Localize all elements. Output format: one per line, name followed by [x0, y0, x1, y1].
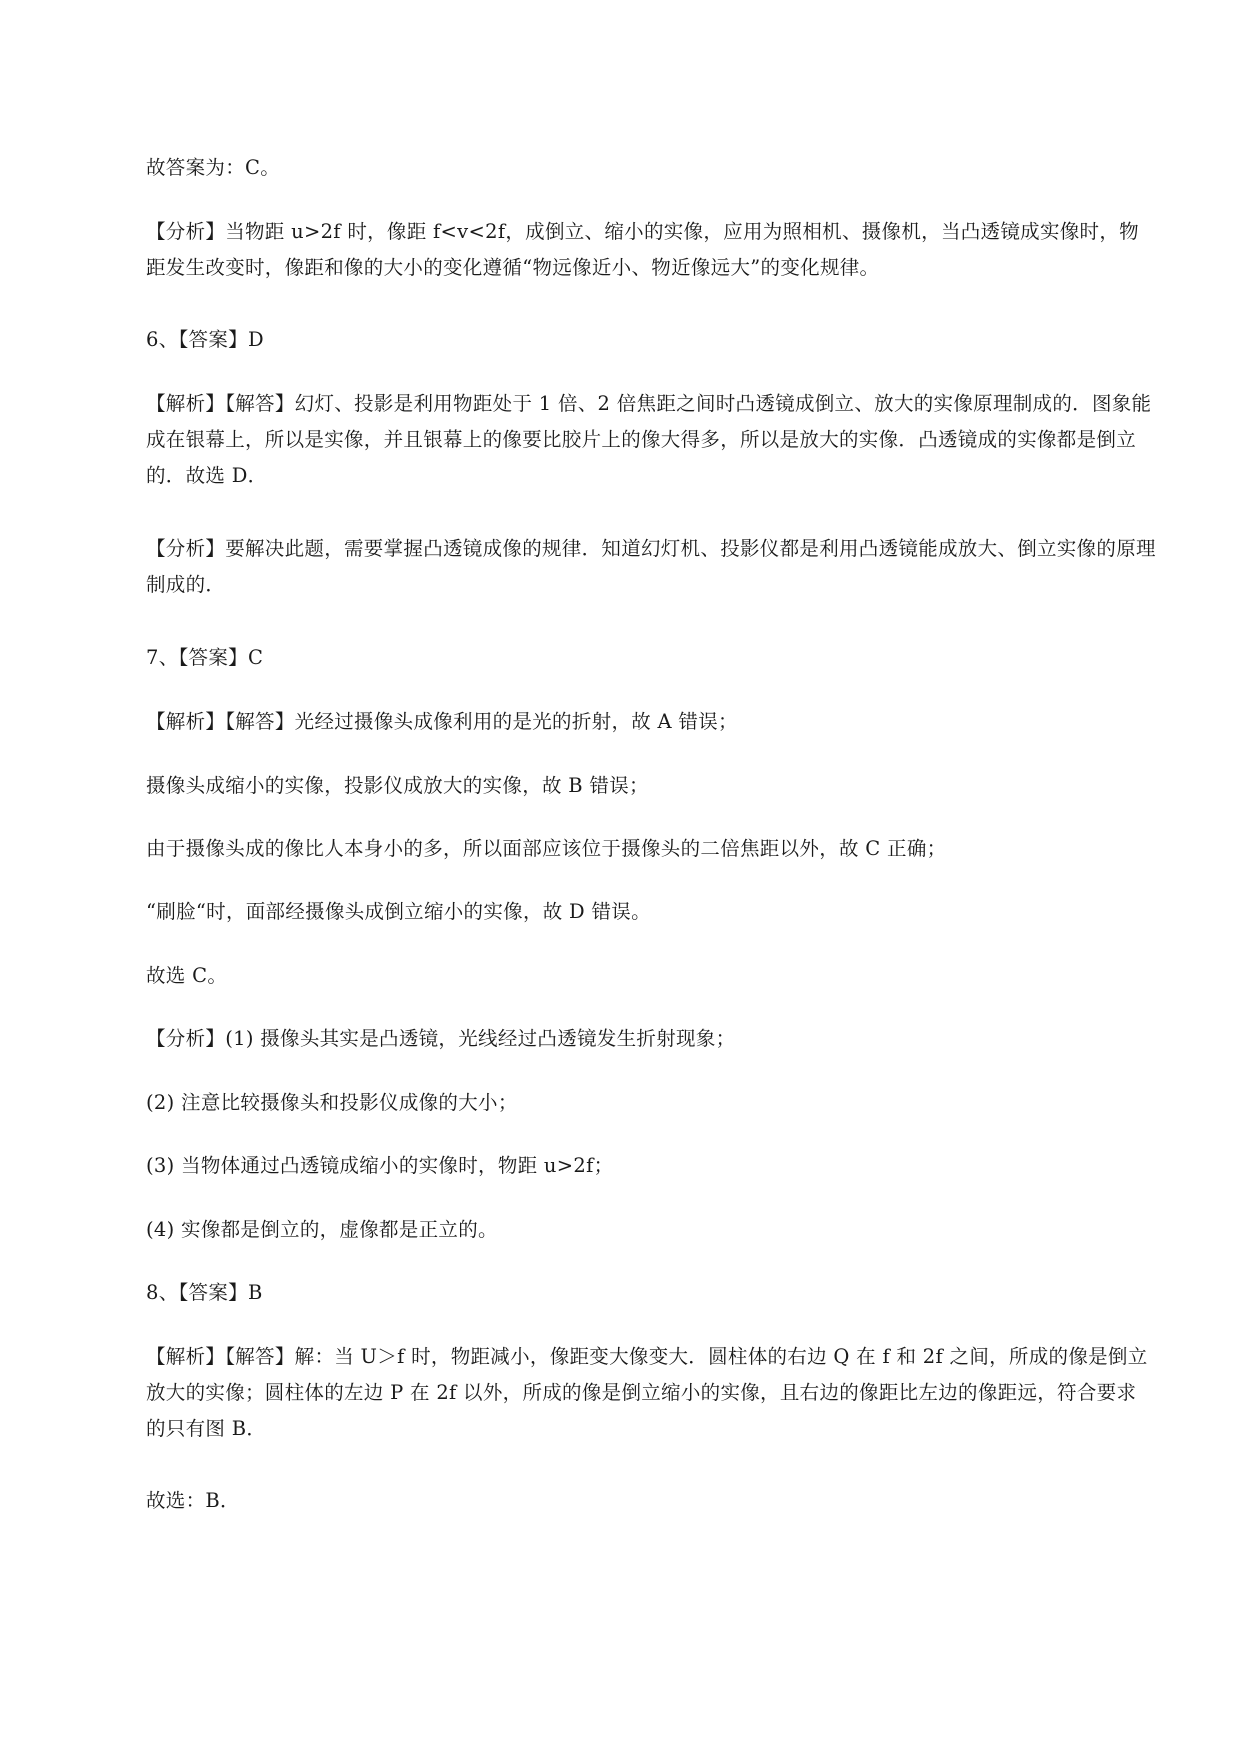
paragraph-choice-7: 故选 C。 — [146, 964, 228, 987]
paragraph-solution-6: 【解析】【解答】幻灯、投影是利用物距处于 1 倍、2 倍焦距之间时凸透镜成倒立、放大的实像原理制成的．图象能成在银幕上，所以是实像，并且银幕上的像要比胶片上的像大得多，所以是放大的实像．凸透镜成的实像都是倒立的．故选 D． — [146, 392, 1152, 487]
paragraph-analysis-6: 【分析】要解决此题，需要掌握凸透镜成像的规律．知道幻灯机、投影仪都是利用凸透镜能成放大、倒立实像的原理制成的． — [146, 537, 1156, 596]
paragraph-analysis-7-2: (2) 注意比较摄像头和投影仪成像的大小； — [146, 1091, 518, 1114]
paragraph-choice-8: 故选：B． — [146, 1489, 240, 1512]
paragraph-answer-7: 7、【答案】C — [146, 646, 264, 669]
paragraph-solution-7d: “刷脸“时，面部经摄像头成倒立缩小的实像，故 D 错误。 — [146, 900, 651, 923]
paragraph-solution-7b: 摄像头成缩小的实像，投影仪成放大的实像，故 B 错误； — [146, 774, 649, 797]
paragraph-analysis-7-4: (4) 实像都是倒立的，虚像都是正立的。 — [146, 1218, 498, 1241]
paragraph-analysis-5: 【分析】当物距 u>2f 时，像距 f<v<2f，成倒立、缩小的实像，应用为照相机、摄像机，当凸透镜成实像时，物距发生改变时，像距和像的大小的变化遵循“物远像近小、物近像远大”的变化规律。 — [146, 220, 1139, 279]
paragraph-answer-summary: 故答案为：C。 — [146, 156, 281, 179]
paragraph-solution-7a: 【解析】【解答】光经过摄像头成像利用的是光的折射，故 A 错误； — [146, 710, 738, 733]
paragraph-answer-6: 6、【答案】D — [146, 328, 264, 351]
paragraph-solution-7c: 由于摄像头成的像比人本身小的多，所以面部应该位于摄像头的二倍焦距以外，故 C 正确； — [146, 837, 947, 860]
paragraph-analysis-7-3: (3) 当物体通过凸透镜成缩小的实像时，物距 u>2f； — [146, 1154, 614, 1177]
paragraph-analysis-7-1: 【分析】(1) 摄像头其实是凸透镜，光线经过凸透镜发生折射现象； — [146, 1027, 736, 1050]
paragraph-answer-8: 8、【答案】B — [146, 1281, 263, 1304]
paragraph-solution-8: 【解析】【解答】解：当 U＞f 时，物距减小，像距变大像变大．圆柱体的右边 Q 在 f 和 2f 之间，所成的像是倒立放大的实像；圆柱体的左边 P 在 2f 以外，所成的像是倒立缩小的实像，且右边的像距比左边的像距远，符合要求的只有图 B． — [146, 1345, 1148, 1440]
